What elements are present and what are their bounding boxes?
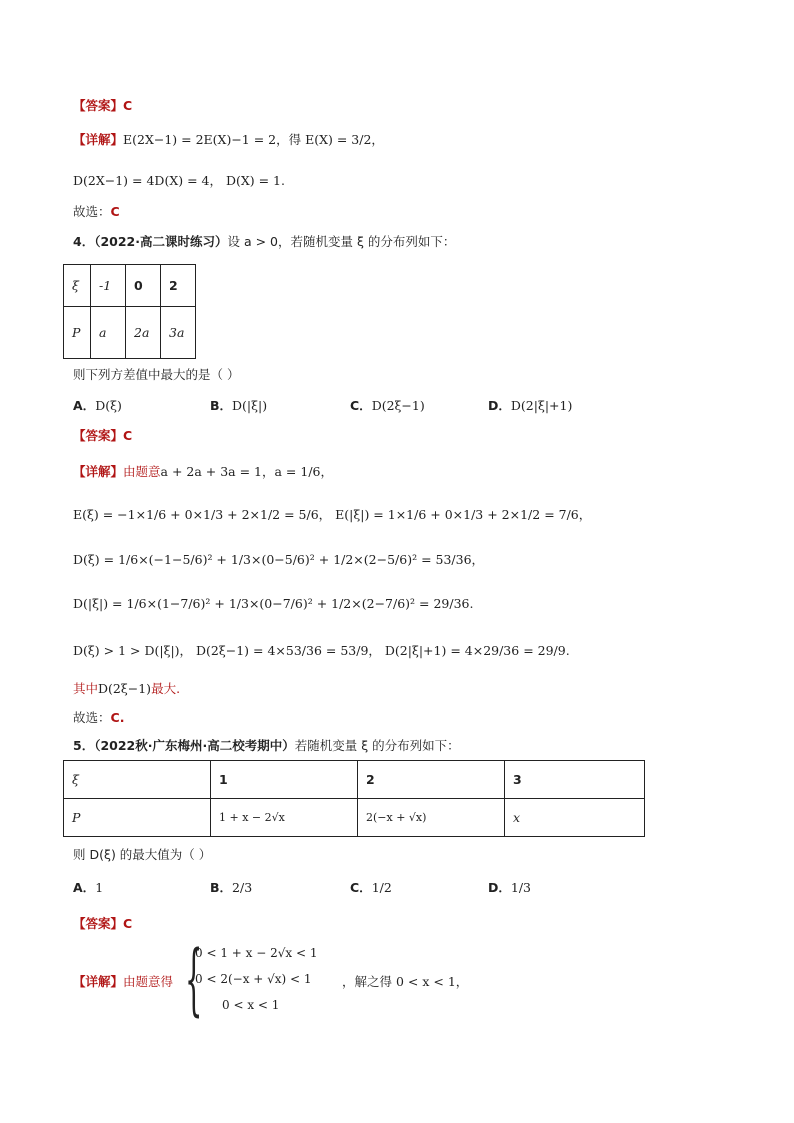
q5-stem-line (73, 736, 460, 754)
q5-distribution-table (63, 760, 645, 837)
system-brace: { (185, 935, 203, 1025)
q3-choose: C (110, 204, 120, 219)
q5-answer-line (73, 914, 132, 932)
q5-cell: ξ (64, 761, 211, 799)
q5-cell: 1 (211, 761, 358, 799)
q5-cell: 3 (505, 761, 645, 799)
q5-conclusion: ，解之得 0 < x < 1， (342, 974, 469, 989)
answer-label: 【答案】 (73, 916, 124, 931)
detail-label: 【详解】 (73, 974, 124, 989)
q4-cell: P (64, 307, 91, 359)
q4-detail-6-expr: D(2ξ−1) (98, 681, 152, 696)
q5-cell: 2 (358, 761, 505, 799)
q4-detail-5: D(ξ) > 1 > D(|ξ|)， D(2ξ−1) = 4×53/36 = 53/9， D(2|ξ|+1) = 4×29/36 = 29/9. (73, 643, 570, 658)
q5-cell: 1 + x − 2√x (211, 799, 358, 837)
q4-cell: ξ (64, 265, 91, 307)
q4-choose: C. (110, 710, 125, 725)
q4-option-d: D．D(2|ξ|+1) (488, 398, 573, 413)
q4-answer: C (123, 428, 133, 443)
q5-option-c: C．1/2 (350, 880, 392, 895)
q4-cell: 2a (126, 307, 161, 359)
q4-cell: 3a (161, 307, 196, 359)
q4-option-a: A．D(ξ) (73, 398, 122, 413)
q5-option-d: D．1/3 (488, 880, 532, 895)
q5-detail-intro-line (73, 972, 173, 990)
q5-system-eq1: 0 < 1 + x − 2√x < 1 (195, 946, 318, 960)
q5-cell: P (64, 799, 211, 837)
q5-option-b: B．2/3 (210, 880, 253, 895)
q5-option-a: A．1 (73, 880, 104, 895)
q4-detail-2: E(ξ) = −1×1/6 + 0×1/3 + 2×1/2 = 5/6， E(|ξ|) = 1×1/6 + 0×1/3 + 2×1/2 = 7/6， (73, 507, 592, 522)
q5-number: 5． (73, 738, 95, 753)
q4-stem: 设 a > 0，若随机变量 ξ 的分布列如下： (227, 234, 456, 249)
q4-option-b: B．D(|ξ|) (210, 398, 268, 413)
q4-detail-line1 (73, 462, 333, 480)
q5-cell: 2(−x + √x) (358, 799, 505, 837)
q4-detail-4: D(|ξ|) = 1/6×(1−7/6)² + 1/3×(0−7/6)² + 1/2×(2−7/6)² = 29/36. (73, 596, 474, 611)
q5-stem: 若随机变量 ξ 的分布列如下： (294, 738, 460, 753)
q3-detail-line2 (73, 171, 285, 189)
q3-choose-line (73, 202, 120, 220)
answer-label: 【答案】 (73, 428, 124, 443)
q4-source: （2022·高二课时练习） (94, 234, 228, 249)
q4-detail-6-prefix: 其中 (73, 681, 99, 696)
q5-detail-intro: 由题意得 (123, 974, 174, 989)
q4-question: 则下列方差值中最大的是（ ） (73, 367, 240, 382)
q4-number: 4． (73, 234, 95, 249)
q4-cell: 0 (126, 265, 161, 307)
choose-label: 故选： (73, 204, 111, 219)
q5-system-eq3: 0 < x < 1 (222, 998, 280, 1012)
q4-distribution-table (63, 264, 196, 359)
q5-answer: C (123, 916, 133, 931)
q5-cell: x (505, 799, 645, 837)
q4-cell: a (91, 307, 126, 359)
q5-question: 则 D(ξ) 的最大值为（ ） (73, 847, 212, 862)
q4-detail-intro: 由题意 (123, 464, 161, 479)
q3-answer: C (123, 98, 133, 113)
q5-system-eq2: 0 < 2(−x + √x) < 1 (195, 972, 312, 986)
q4-option-c: C．D(2ξ−1) (350, 398, 425, 413)
answer-label: 【答案】 (73, 98, 124, 113)
q4-cell: -1 (91, 265, 126, 307)
max-word: 最大. (151, 681, 181, 696)
detail-label: 【详解】 (73, 132, 124, 147)
q4-answer-line (73, 426, 132, 444)
q4-stem-line (73, 232, 455, 250)
q3-detail-1: E(2X−1) = 2E(X)−1 = 2，得 E(X) = 3/2， (123, 132, 384, 147)
q3-detail-2: D(2X−1) = 4D(X) = 4， D(X) = 1. (73, 173, 285, 188)
detail-label: 【详解】 (73, 464, 124, 479)
q4-detail-3: D(ξ) = 1/6×(−1−5/6)² + 1/3×(0−5/6)² + 1/2×(2−5/6)² = 53/36， (73, 552, 485, 567)
q3-detail-line1 (73, 130, 384, 148)
q4-cell: 2 (161, 265, 196, 307)
q4-detail-1: a + 2a + 3a = 1，a = 1/6， (160, 464, 333, 479)
q4-detail-6 (73, 679, 180, 697)
q5-source: （2022秋·广东梅州·高二校考期中） (94, 738, 295, 753)
q4-choose-line (73, 708, 124, 726)
choose-label: 故选： (73, 710, 111, 725)
q3-answer-line (73, 96, 132, 114)
